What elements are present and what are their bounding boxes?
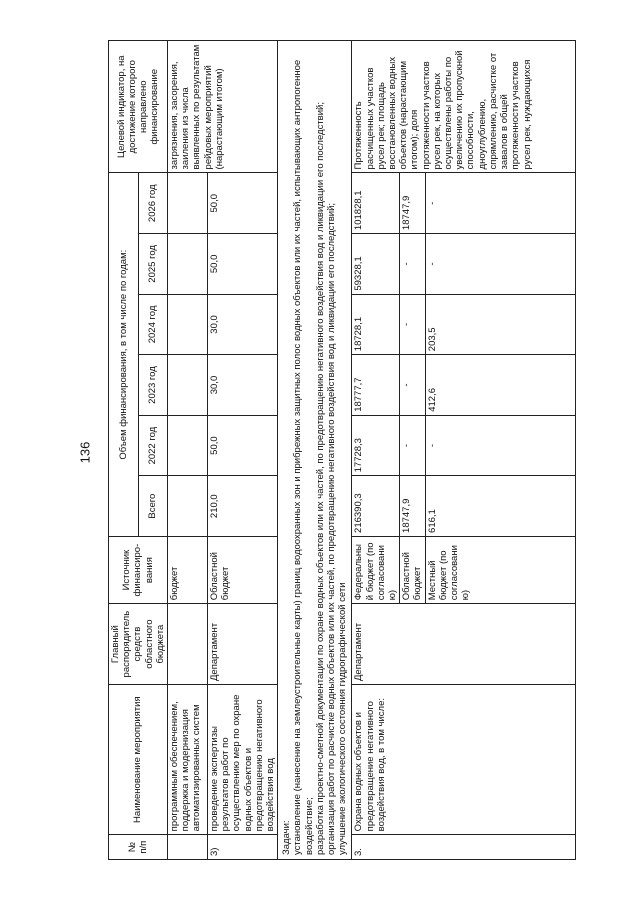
header-source: Источник финансиро-вания bbox=[109, 536, 168, 603]
row3-name: Охрана водных объектов и предотвращение негативного воздействия вод, в том числе: bbox=[352, 685, 575, 835]
row3b-2023: 30,0 bbox=[208, 355, 278, 416]
row3-2025: - bbox=[400, 234, 425, 295]
row-cont-source: бюджет bbox=[168, 536, 208, 603]
task-item: установление (нанесение на землеустроительные карты) границ водоохранных зон и прибрежных защитных полос водных объектов или их частей, испытывающих антропогенное воздействие; bbox=[292, 59, 315, 855]
page-number: 136 bbox=[77, 441, 93, 464]
row3-source: Федеральный бюджет (по согласованию) bbox=[352, 536, 400, 603]
row3-total: 216390,3 bbox=[352, 476, 400, 537]
row3-2024: - bbox=[400, 294, 425, 355]
row3-2026: - bbox=[425, 173, 575, 234]
row3b-num: 3) bbox=[208, 835, 278, 860]
row3b-2022: 50,0 bbox=[208, 415, 278, 476]
row3b-2026: 50,0 bbox=[208, 173, 278, 234]
row3b-name: проведение экспертизы результатов работ по осуществлению мер по охране водных объектов и предотвращению негативного воздействия вод bbox=[208, 685, 278, 835]
row3-2022: 17728,3 bbox=[352, 415, 400, 476]
row3-2025: - bbox=[425, 234, 575, 295]
header-2024: 2024 год bbox=[138, 294, 168, 355]
row3-2024: 18728,1 bbox=[352, 294, 400, 355]
row3b-total: 210,0 bbox=[208, 476, 278, 537]
header-distributor: Главный распорядитель средств областного бюджета bbox=[109, 604, 168, 685]
header-2022: 2022 год bbox=[138, 415, 168, 476]
program-table-rotated bbox=[108, 40, 622, 860]
tasks-title: Задачи: bbox=[281, 820, 293, 855]
row3-source: Областной бюджет bbox=[400, 536, 425, 603]
header-name: Наименование мероприятия bbox=[109, 685, 168, 835]
row3-2025: 59328,1 bbox=[352, 234, 400, 295]
row3b-2025: 50,0 bbox=[208, 234, 278, 295]
header-2025: 2025 год bbox=[138, 234, 168, 295]
row3-source: Местный бюджет (по согласованию) bbox=[425, 536, 575, 603]
task-item: организация работ по расчистке водных объектов или их частей, по предотвращению негативного воздействия вод и ликвидации его последствий; bbox=[326, 202, 338, 855]
tasks-row bbox=[278, 41, 352, 860]
row3-2022: - bbox=[425, 415, 575, 476]
header-2023: 2023 год bbox=[138, 355, 168, 416]
header-total: Всего bbox=[138, 476, 168, 537]
header-volume: Объем финансирования, в том числе по годам: bbox=[109, 173, 139, 537]
row3-distributor: Департамент bbox=[352, 604, 575, 685]
row3-2026: 18747,9 bbox=[400, 173, 425, 234]
row3-total: 18747,9 bbox=[400, 476, 425, 537]
header-num: № п/п bbox=[109, 835, 168, 860]
row3-2023: - bbox=[400, 355, 425, 416]
tasks-cell bbox=[278, 41, 352, 860]
row3-total: 616,1 bbox=[425, 476, 575, 537]
row3-target: Протяженность расчищенных участков русел рек; площадь восстановленных водных объектов (нарастающим итогом); доля протяженности участков русел рек, на которых осуществлены работы по увеличению их пропускной способности, дноуглублению, спрямлению, расчистке от завалов в общей протяженности участков русел рек, нуждающихся bbox=[352, 41, 575, 173]
row3-num: 3. bbox=[352, 835, 575, 860]
table-row bbox=[168, 41, 208, 860]
row-cont-name: программным обеспечением, поддержка и модернизация автоматизированных систем bbox=[168, 685, 208, 835]
row3-2023: 18777,7 bbox=[352, 355, 400, 416]
row3b-distributor: Департамент bbox=[208, 604, 278, 685]
table-row bbox=[352, 41, 400, 860]
row3-2022: - bbox=[400, 415, 425, 476]
program-table bbox=[108, 40, 576, 860]
row-cont-target: загрязнения, засорения, заиления из числа выявленных по результатам рейдовых мероприятий (нарастающим итогом) bbox=[168, 41, 278, 173]
row3b-source: Областной бюджет bbox=[208, 536, 278, 603]
row3-2023: 412,6 bbox=[425, 355, 575, 416]
row3-2026: 101828,1 bbox=[352, 173, 400, 234]
row3-2024: 203,5 bbox=[425, 294, 575, 355]
header-2026: 2026 год bbox=[138, 173, 168, 234]
header-target: Целевой индикатор, на достижение которого направлено финансирование bbox=[109, 41, 168, 173]
row3b-2024: 30,0 bbox=[208, 294, 278, 355]
task-item: улучшение экологического состояния гидрографической сети bbox=[337, 582, 349, 855]
task-item: разработка проектно-сметной документации по охране водных объектов или их частей, по предотвращению негативного воздействия вод и ликвидации его последствий; bbox=[314, 102, 326, 855]
